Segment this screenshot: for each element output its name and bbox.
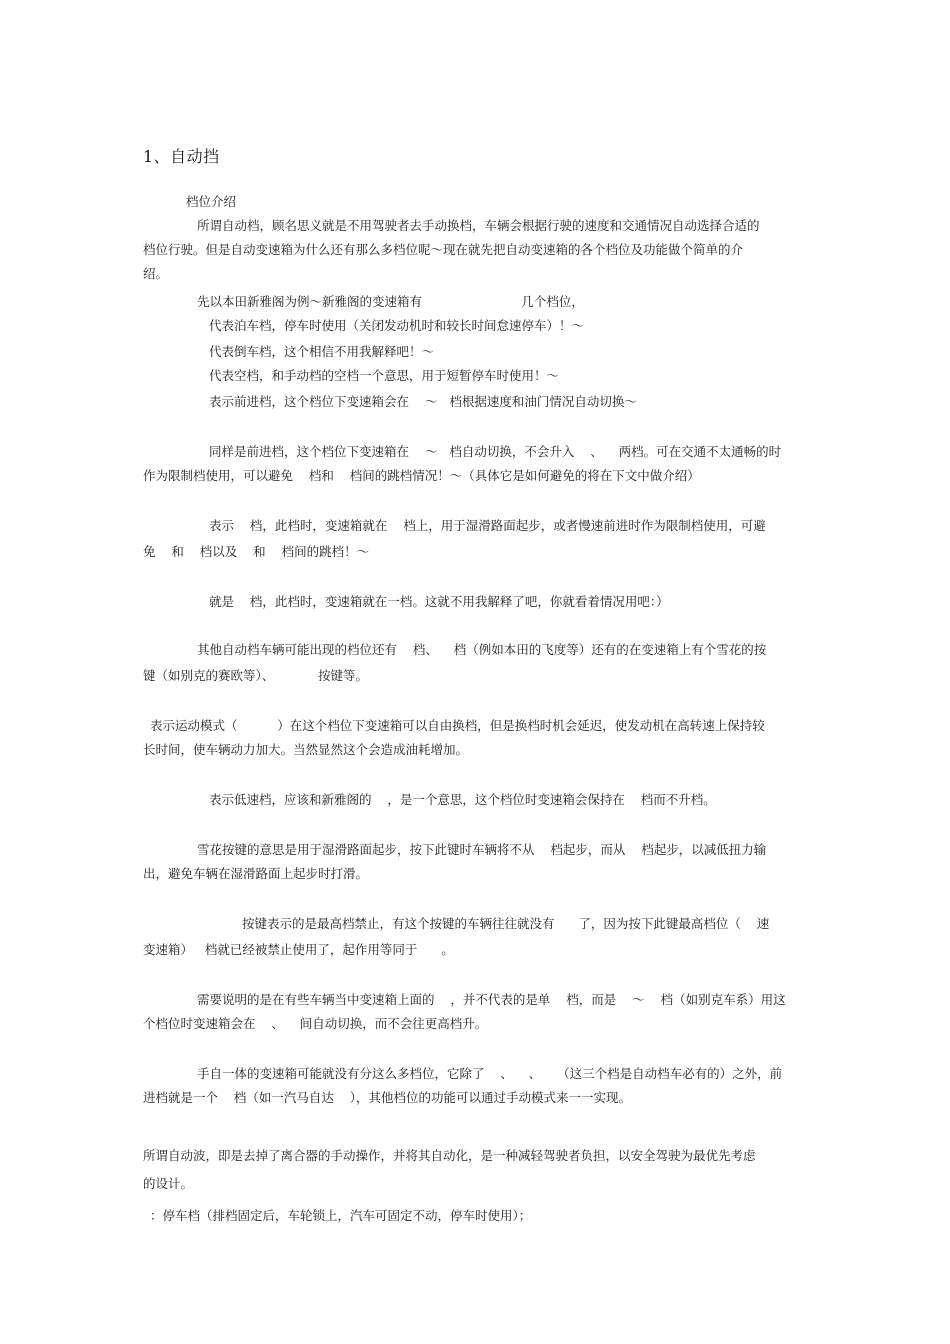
paragraph-line: 代表空档，和手动档的空档一个意思，用于短暂停车时使用！～ xyxy=(209,368,560,383)
subheading: 档位介绍 xyxy=(186,194,237,209)
paragraph-line: 雪花按键的意思是用于湿滑路面起步，按下此键时车辆将不从 档起步，而从 档起步，以减低扭力输 xyxy=(197,842,767,857)
paragraph-line: ：停车档（排档固定后，车轮锁上，汽车可固定不动，停车时使用）； xyxy=(150,1208,532,1223)
paragraph-line: 所谓自动波，即是去掉了离合器的手动操作，并将其自动化，是一种减轻驾驶者负担，以安全驾驶为最优先考虑 xyxy=(143,1148,756,1163)
paragraph-line: 变速箱） 档就已经被禁止使用了，起作用等同于 。 xyxy=(143,942,454,957)
paragraph-line: 同样是前进档，这个档位下变速箱在 ～ 档自动切换，不会升入 、 两档。可在交通不太通畅的时 xyxy=(209,444,782,459)
paragraph-line: 表示 档，此档时，变速箱就在 档上，用于湿滑路面起步，或者慢速前进时作为限制档使用，可避 xyxy=(209,518,766,533)
paragraph-line: 长时间，使车辆动力加大。当然显然这个会造成油耗增加。 xyxy=(143,742,469,757)
paragraph-line: 绍。 xyxy=(143,266,169,281)
paragraph-line: 先以本田新雅阁为例～新雅阁的变速箱有 几个档位， xyxy=(197,294,584,309)
paragraph-line: 需要说明的是在有些车辆当中变速箱上面的 ，并不代表的是单 档，而是 ～ 档（如别克车系）用这 xyxy=(197,992,786,1007)
paragraph-line: 作为限制档使用，可以避免 档和 档间的跳档情况！～（具体它是如何避免的将在下文中做介绍） xyxy=(143,468,700,483)
paragraph-line: 出，避免车辆在湿滑路面上起步时打滑。 xyxy=(143,866,369,881)
paragraph-line: 免 和 档以及 和 档间的跳档！～ xyxy=(143,544,370,559)
paragraph-line: 所谓自动档，顾名思义就是不用驾驶者去手动换档，车辆会根据行驶的速度和交通情况自动选择合适的 xyxy=(197,218,760,233)
paragraph-line: 个档位时变速箱会在 、 间自动切换，而不会往更高档升。 xyxy=(143,1016,488,1031)
paragraph-line: 其他自动档车辆可能出现的档位还有 档、 档（例如本田的飞度等）还有的在变速箱上有个雪花的按 xyxy=(197,642,767,657)
paragraph-line: 代表泊车档，停车时使用（关闭发动机时和较长时间怠速停车）！～ xyxy=(209,318,585,333)
paragraph-line: 档位行驶。但是自动变速箱为什么还有那么多档位呢～现在就先把自动变速箱的各个档位及功能做个简单的介 xyxy=(143,242,744,257)
paragraph-line: 代表倒车档，这个相信不用我解释吧！～ xyxy=(209,344,435,359)
paragraph-line: 的设计。 xyxy=(143,1176,194,1191)
paragraph-line: 表示前进档，这个档位下变速箱会在 ～ 档根据速度和油门情况自动切换～ xyxy=(209,394,637,409)
paragraph-line: 按键表示的是最高档禁止，有这个按键的车辆往往就没有 了，因为按下此键最高档位（ 速 xyxy=(242,916,770,931)
paragraph-line: 键（如别克的赛欧等）、 按键等。 xyxy=(143,668,368,683)
paragraph-line: 表示低速档，应该和新雅阁的 ，是一个意思，这个档位时变速箱会保持在 档而不升档。 xyxy=(209,792,716,807)
paragraph-line: 进档就是一个 档（如一汽马自达 ），其他档位的功能可以通过手动模式来一一实现。 xyxy=(143,1090,632,1105)
section-heading: 1、自动挡 xyxy=(143,147,220,166)
paragraph-line: 就是 档，此档时，变速箱就在一档。这就不用我解释了吧，你就看着情况用吧：） xyxy=(209,594,669,609)
paragraph-line: 手自一体的变速箱可能就没有分这么多档位，它除了 、 、 （这三个档是自动档车必有的）之外，前 xyxy=(197,1066,783,1081)
paragraph-line: 表示运动模式（ ）在这个档位下变速箱可以自由换档，但是换档时机会延迟，使发动机在高转速上保持较 xyxy=(150,718,765,733)
